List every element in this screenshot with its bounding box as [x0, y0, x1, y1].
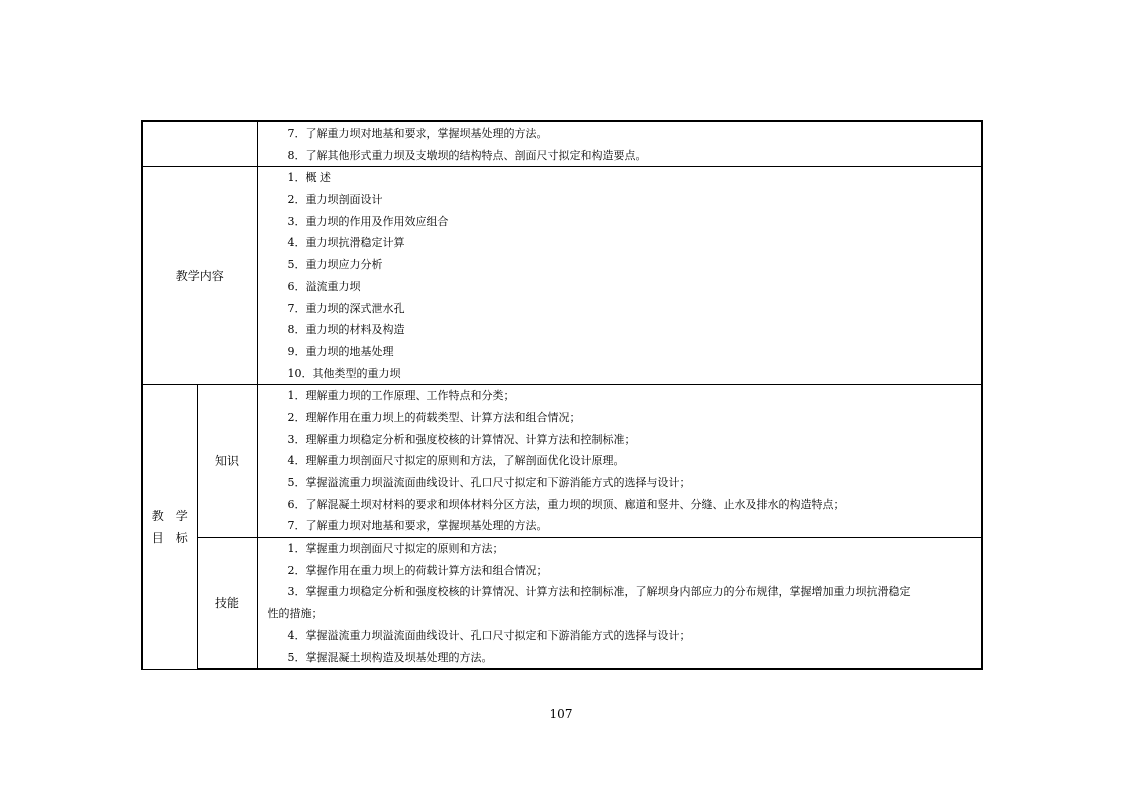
list-item: 2．掌握作用在重力坝上的荷载计算方法和组合情况； [287, 563, 548, 577]
goals-label [142, 385, 197, 669]
list-item: 4．理解重力坝剖面尺寸拟定的原则和方法，了解剖面优化设计原理。 [287, 454, 625, 468]
content-label: 教学内容 [142, 167, 257, 385]
list-item: 1．理解重力坝的工作原理、工作特点和分类； [287, 389, 515, 403]
list-item: 5．掌握溢流重力坝溢流面曲线设计、孔口尺寸拟定和下游消能方式的选择与设计； [287, 476, 691, 489]
skills-list [257, 538, 982, 670]
list-item-continuation: 性的措施； [267, 607, 323, 621]
list-item: 7．了解重力坝对地基和要求，掌握坝基处理的方法。 [287, 519, 548, 533]
continuation-label-cell [142, 121, 257, 167]
list-item: 7．重力坝的深式泄水孔 [287, 301, 405, 315]
list-item: 6．溢流重力坝 [287, 279, 361, 293]
syllabus-table [141, 120, 983, 670]
list-item: 1．掌握重力坝剖面尺寸拟定的原则和方法； [287, 542, 504, 556]
list-item: 5．掌握混凝土坝构造及坝基处理的方法。 [287, 650, 493, 664]
list-item: 2．理解作用在重力坝上的荷载类型、计算方法和组合情况； [287, 410, 581, 424]
goals-label-line1: 教 学 [151, 508, 188, 523]
list-item: 8．了解其他形式重力坝及支墩坝的结构特点、剖面尺寸拟定和构造要点。 [287, 148, 647, 162]
list-item: 3．理解重力坝稳定分析和强度校核的计算情况、计算方法和控制标准； [287, 432, 636, 446]
list-item: 2．重力坝剖面设计 [287, 193, 383, 207]
content-list [257, 167, 982, 385]
list-item: 3．掌握重力坝稳定分析和强度校核的计算情况、计算方法和控制标准，了解坝身内部应力的分布规律，掌握增加重力坝抗滑稳定 [287, 585, 911, 599]
list-item: 4．重力坝抗滑稳定计算 [287, 236, 405, 250]
continuation-list [257, 121, 982, 167]
list-item: 5．重力坝应力分析 [287, 258, 383, 272]
list-item: 6．了解混凝土坝对材料的要求和坝体材料分区方法，重力坝的坝顶、廊道和竖井、分缝、止水及排水的构造特点； [287, 497, 845, 511]
goals-label-line2: 目 标 [151, 530, 188, 545]
list-item: 1．概 述 [287, 171, 331, 185]
skills-label: 技能 [197, 538, 257, 670]
list-item: 8．重力坝的材料及构造 [287, 323, 405, 337]
knowledge-list [257, 385, 982, 538]
list-item: 10．其他类型的重力坝 [287, 366, 401, 380]
list-item: 3．重力坝的作用及作用效应组合 [287, 214, 449, 228]
list-item: 9．重力坝的地基处理 [287, 344, 394, 358]
list-item: 7．了解重力坝对地基和要求，掌握坝基处理的方法。 [287, 127, 548, 140]
knowledge-label: 知识 [197, 385, 257, 538]
page-number: 107 [549, 707, 573, 721]
list-item: 4．掌握溢流重力坝溢流面曲线设计、孔口尺寸拟定和下游消能方式的选择与设计； [287, 628, 691, 642]
